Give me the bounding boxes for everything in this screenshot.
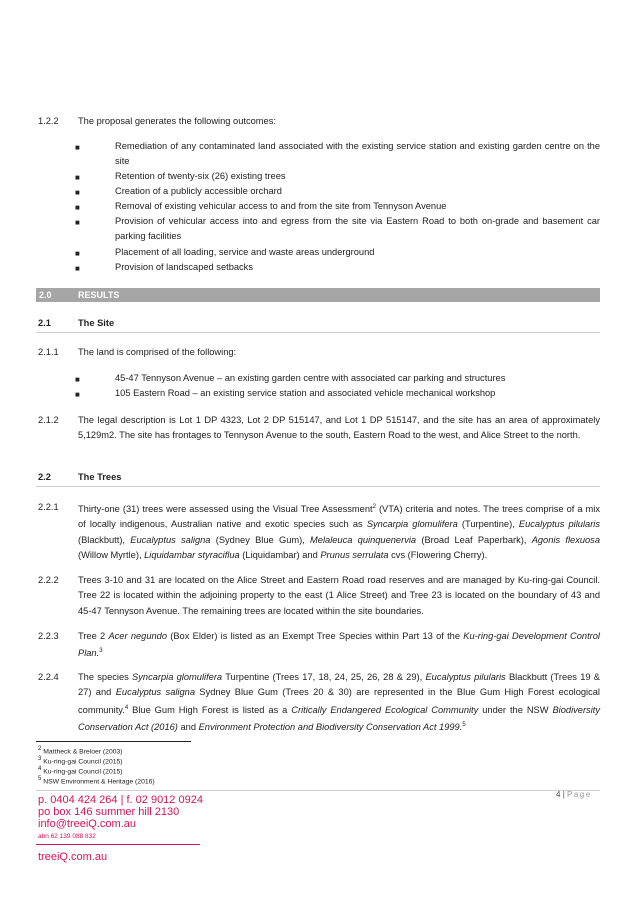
- bullet-text: Creation of a publicly accessible orchard: [115, 186, 282, 196]
- bullet-icon: ■: [75, 249, 80, 258]
- footnote: $^3$ Ku-ring-gai Council (2015): [38, 756, 123, 766]
- bullet-text: Provision of vehicular access into and egress from the site via Eastern Road to both on-grade and basement car parking facilities: [115, 216, 600, 242]
- bullet-text: 105 Eastern Road – an existing service station and associated vehicle mechanical workshop: [115, 388, 496, 398]
- results-title: RESULTS: [78, 290, 120, 300]
- section-heading: The Trees: [78, 472, 122, 482]
- page-number: 4 | Page: [556, 790, 592, 799]
- section-number: 2.2: [38, 472, 51, 482]
- bullet-text: Retention of twenty-six (26) existing trees: [115, 171, 286, 181]
- bullet-icon: ■: [75, 188, 80, 197]
- section-number: 2.2.4: [38, 672, 59, 682]
- footer-accent-line: [36, 844, 200, 845]
- contact-phone: p. 0404 424 264 | f. 02 9012 0924: [38, 794, 203, 806]
- bullet-text: 45-47 Tennyson Avenue – an existing garden centre with associated car parking and structures: [115, 373, 506, 383]
- footnote: $^4$ Ku-ring-gai Council (2015): [38, 766, 123, 776]
- paragraph: The species Syncarpia glomulifera Turpentine (Trees 17, 18, 24, 25, 26, 28 & 29), Eucalyptus pilularis Blackbutt (Trees 19 & 27) and Eucalyptus saligna Sydney Blue Gum (Trees 20 & 30) are represented in the Blue Gum High Forest ecological community.$^4$ Blue Gum High Forest is listed as a Critically Endangered Ecological Community under the NSW Biodiversity Conservation Act (2016) and Environment Protection and Biodiversity Conservation Act 1999.$^5$: [78, 672, 601, 733]
- footer-divider: [36, 790, 600, 791]
- bullet-icon: ■: [75, 203, 80, 212]
- paragraph: The proposal generates the following outcomes:: [78, 116, 276, 126]
- bullet-icon: ■: [75, 173, 80, 182]
- bullet-icon: ■: [75, 390, 80, 399]
- contact-email[interactable]: info@treeiQ.com.au: [38, 818, 136, 830]
- section-divider: [36, 486, 600, 487]
- results-number: 2.0: [39, 290, 52, 300]
- paragraph: Trees 3-10 and 31 are located on the Alice Street and Eastern Road road reserves and are managed by Ku-ring-gai Council. Tree 22 is located within the adjoining property to the east (1 Alice Street) and Tree 23 is located on the boundary of 43 and 45-47 Tennyson Avenue. The remaining trees are located within the site boundaries.: [78, 575, 600, 616]
- section-number: 2.2.3: [38, 631, 59, 641]
- paragraph: The land is comprised of the following:: [78, 347, 237, 357]
- bullet-text: Removal of existing vehicular access to and from the site from Tennyson Avenue: [115, 201, 447, 211]
- footnote: $^5$ NSW Environment & Heritage (2016): [38, 776, 155, 786]
- bullet-icon: ■: [75, 264, 80, 273]
- bullet-text: Remediation of any contaminated land associated with the existing service station and existing garden centre on the site: [115, 141, 600, 167]
- bullet-icon: ■: [75, 218, 80, 227]
- bullet-icon: ■: [75, 143, 80, 152]
- bullet-icon: ■: [75, 375, 80, 384]
- section-number: 1.2.2: [38, 116, 59, 126]
- website-link[interactable]: treeiQ.com.au: [38, 851, 108, 863]
- footnote-divider: [36, 741, 191, 742]
- section-number: 2.2.2: [38, 575, 59, 585]
- paragraph: The legal description is Lot 1 DP 4323, Lot 2 DP 515147, and Lot 1 DP 515147, and the site has an area of approximately 5,129m2. The site has frontages to Tennyson Avenue to the south, Eastern Road to the west, and Alice Street to the north.: [78, 415, 600, 441]
- section-heading: The Site: [78, 318, 115, 328]
- paragraph: Tree 2 Acer negundo (Box Elder) is listed as an Exempt Tree Species within Part 13 of the Ku-ring-gai Development Control Plan.$^3$: [78, 631, 600, 659]
- bullet-text: Provision of landscaped setbacks: [115, 262, 253, 272]
- contact-address: po box 146 summer hill 2130: [38, 806, 180, 818]
- results-heading-bar: [36, 288, 600, 302]
- paragraph: Thirty-one (31) trees were assessed using the Visual Tree Assessment$^2$ (VTA) criteria and notes. The trees comprise of a mix of locally indigenous, Australian native and exotic species such as Syncarpia glomulifera (Turpentine), Eucalyptus pilularis (Blackbutt), Eucalyptus saligna (Sydney Blue Gum), Melaleuca quinquenervia (Broad Leaf Paperbark), Agonis flexuosa (Willow Myrtle), Liquidambar styraciflua (Liquidambar) and Prunus serrulata cvs (Flowering Cherry).: [78, 504, 601, 560]
- abn-number: abn 62 139 088 832: [38, 833, 96, 840]
- section-number: 2.2.1: [38, 502, 59, 512]
- section-divider: [36, 332, 600, 333]
- section-number: 2.1.1: [38, 347, 59, 357]
- section-number: 2.1: [38, 318, 51, 328]
- footnote: $^2$ Mattheck & Breloer (2003): [38, 746, 123, 756]
- bullet-text: Placement of all loading, service and waste areas underground: [115, 247, 375, 257]
- section-number: 2.1.2: [38, 415, 59, 425]
